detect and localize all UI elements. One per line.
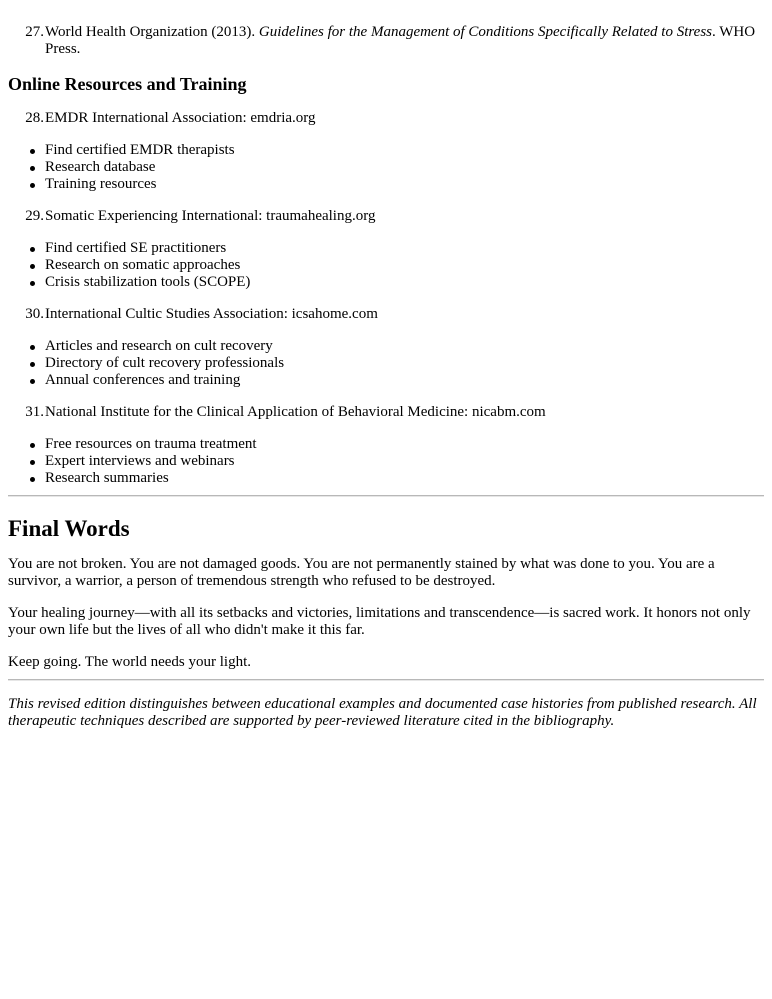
final-words-heading: Final Words xyxy=(8,516,130,541)
list-item: Annual conferences and training xyxy=(45,372,764,389)
resource-bullet-list xyxy=(8,142,764,193)
resource-bullet-list xyxy=(8,436,764,487)
list-item: Research on somatic approaches xyxy=(45,257,764,274)
resource-number: 30. xyxy=(25,306,44,322)
final-words-paragraph: You are not broken. You are not damaged goods. You are not permanently stained by what was done to you. You are a survivor, a warrior, a person of tremendous strength who refused to be destroyed. xyxy=(8,556,715,589)
resource-text: National Institute for the Clinical Application of Behavioral Medicine: nicabm.com xyxy=(45,404,546,420)
resource-item-30 xyxy=(8,306,764,323)
resource-item-31 xyxy=(8,404,764,421)
reference-item-27 xyxy=(8,24,764,58)
resource-text: Somatic Experiencing International: traumahealing.org xyxy=(45,208,376,224)
list-item: Find certified SE practitioners xyxy=(45,240,764,257)
list-item: Expert interviews and webinars xyxy=(45,453,764,470)
list-item: Research summaries xyxy=(45,470,764,487)
final-words-paragraph: Your healing journey—with all its setbacks and victories, limitations and transcendence—is sacred work. It honors not only your own life but the lives of all who didn't make it this far. xyxy=(8,605,751,638)
resource-text: EMDR International Association: emdria.org xyxy=(45,110,316,126)
resource-item-29 xyxy=(8,208,764,225)
resource-number: 28. xyxy=(25,110,44,126)
online-resources-heading: Online Resources and Training xyxy=(8,74,247,94)
list-item: Research database xyxy=(45,159,764,176)
reference-number: 27. xyxy=(25,24,44,40)
section-divider xyxy=(8,679,764,681)
resource-text: International Cultic Studies Association: icsahome.com xyxy=(45,306,378,322)
closing-note: This revised edition distinguishes between educational examples and documented case histories from published research. All therapeutic techniques described are supported by peer-reviewed literature cited in the bibliography. xyxy=(8,696,757,729)
document-page xyxy=(8,0,764,730)
list-item: Directory of cult recovery professionals xyxy=(45,355,764,372)
list-item: Articles and research on cult recovery xyxy=(45,338,764,355)
reference-text xyxy=(45,24,764,58)
resource-number: 29. xyxy=(25,208,44,224)
section-divider xyxy=(8,495,764,497)
reference-author: World Health Organization (2013). xyxy=(45,24,259,40)
resource-number: 31. xyxy=(25,404,44,420)
resource-bullet-list xyxy=(8,338,764,389)
list-item: Training resources xyxy=(45,176,764,193)
list-item: Free resources on trauma treatment xyxy=(45,436,764,453)
final-words-paragraph: Keep going. The world needs your light. xyxy=(8,654,252,670)
resource-bullet-list xyxy=(8,240,764,291)
reference-publisher: . WHO Press. xyxy=(45,24,756,57)
resource-item-28 xyxy=(8,110,764,127)
list-item: Find certified EMDR therapists xyxy=(45,142,764,159)
reference-title: Guidelines for the Management of Conditions Specifically Related to Stress xyxy=(258,24,712,40)
list-item: Crisis stabilization tools (SCOPE) xyxy=(45,274,764,291)
